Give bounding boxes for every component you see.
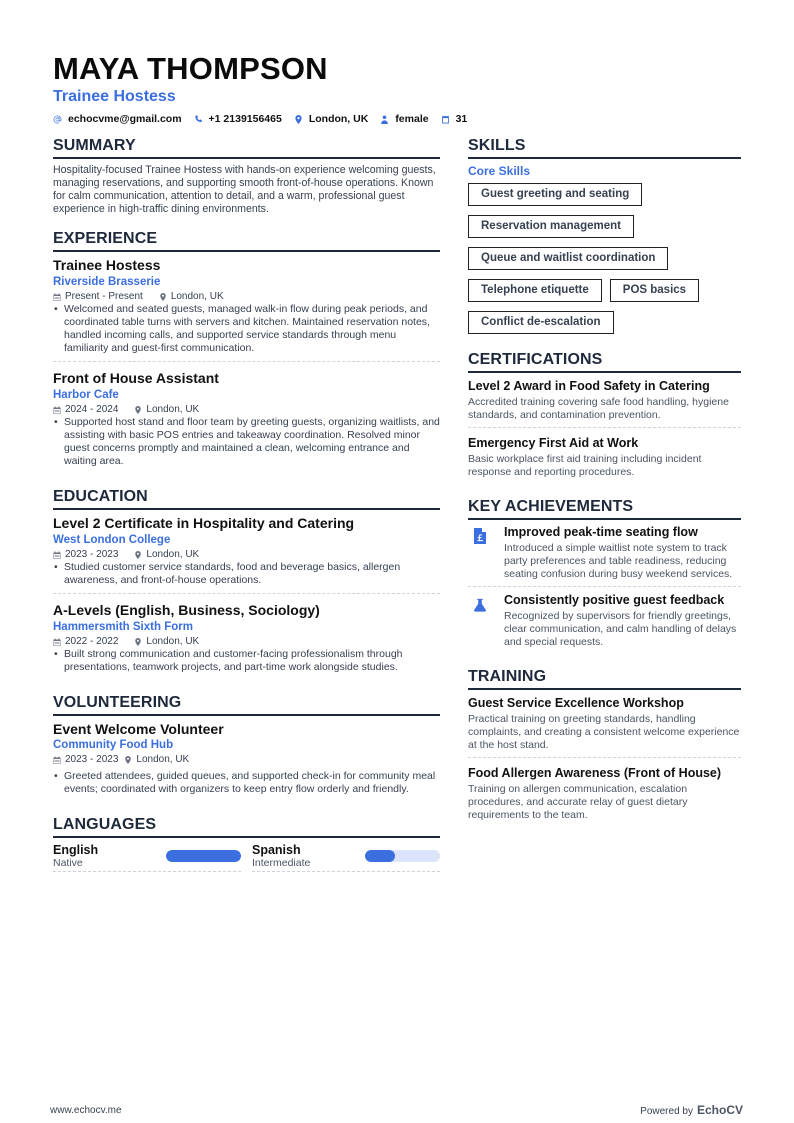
location-text: London, UK: [170, 291, 224, 302]
bullet-item: • Greeted attendees, guided queues, and supported check-in for community meal events; coordinated with organizers to keep entry flow orderly and friendly.: [53, 770, 440, 796]
degree-title: A-Levels (English, Business, Sociology): [53, 602, 320, 618]
language-item: [252, 843, 440, 872]
skill-tag: Guest greeting and seating: [468, 183, 642, 206]
proficiency-bar: [166, 850, 241, 862]
entry-location: [134, 635, 199, 648]
location-icon: [159, 293, 167, 301]
calendar-icon: [53, 293, 61, 301]
contact-phone-value: +1 2139156465: [208, 113, 282, 125]
contact-email[interactable]: [53, 113, 182, 125]
job-title: Trainee Hostess: [53, 257, 161, 273]
location-icon: [134, 406, 142, 414]
skill-tag: Telephone etiquette: [468, 279, 602, 302]
contact-location-value: London, UK: [308, 113, 369, 125]
achievement-body: [504, 525, 741, 581]
entry-meta: [53, 290, 440, 303]
summary-heading: SUMMARY: [53, 137, 440, 159]
achievement-body: [504, 593, 741, 649]
calendar-icon: [53, 551, 61, 559]
language-name: Spanish: [252, 843, 301, 857]
entry-bullets: [53, 648, 440, 674]
skill-tag: Reservation management: [468, 215, 634, 238]
skills-heading: SKILLS: [468, 137, 741, 159]
calendar-icon: [53, 406, 61, 414]
location-text: London, UK: [136, 754, 190, 765]
training-desc: Practical training on greeting standards, handling complaints, and creating a consistent welcome experience at the host stand.: [468, 713, 740, 751]
languages-list: [53, 843, 440, 872]
at-icon: [53, 115, 62, 124]
achievement-item: [468, 593, 741, 654]
achievement-title: Improved peak-time seating flow: [504, 525, 698, 539]
powered-by-label: Powered by: [640, 1106, 693, 1117]
resume-header: [53, 52, 479, 125]
organization: Community Food Hub: [53, 739, 174, 751]
skill-tags: [468, 183, 741, 334]
phone-icon: [194, 115, 203, 124]
skills-section: [468, 137, 741, 334]
entry-bullets: [53, 416, 440, 468]
dates-text: Present - Present: [65, 291, 143, 302]
certification-title: Level 2 Award in Food Safety in Catering: [468, 379, 710, 393]
employer: Harbor Cafe: [53, 389, 119, 401]
entry-dates: [53, 290, 143, 303]
certification-item: [468, 378, 741, 428]
bullet-item: • Welcomed and seated guests, managed walk-in flow during peak periods, and coordinated table turns with servers and kitchen. Maintained reservation notes, handled incoming calls, and supported service standards through menu familiarity and guest-first communication.: [53, 303, 440, 355]
calendar-icon: [441, 115, 450, 124]
entry-location: [134, 548, 199, 561]
contact-email-value: echocvme@gmail.com: [68, 113, 182, 125]
summary-text: Hospitality-focused Trainee Hostess with hands-on experience welcoming guests, managing reservations, and supporting smooth front-of-house operations. Known for calm communication, attention to detail, and a warm, professional guest experience in high-traffic dining environments.: [53, 164, 436, 215]
bullet-item: • Supported host stand and floor team by greeting guests, organizing waitlists, and assisting with basic POS entries and takeaway coordination. Resolved minor guest concerns promptly and maintained a clean, welcoming entrance and waiting area.: [53, 416, 440, 468]
calendar-icon: [53, 756, 61, 764]
languages-section: [53, 816, 440, 872]
bullet-item: • Studied customer service standards, food and beverage basics, allergen awareness, and front-of-house operations.: [53, 561, 440, 587]
certification-desc: Basic workplace first aid training including incident response and reporting procedures.: [468, 453, 702, 478]
entry-bullets: [53, 303, 440, 355]
entry-dates: [53, 548, 118, 561]
experience-heading: EXPERIENCE: [53, 230, 440, 252]
skill-tag: Conflict de-escalation: [468, 311, 614, 334]
training-item: [468, 765, 741, 827]
dates-text: 2023 - 2023: [65, 754, 119, 765]
footer-powered-by[interactable]: [640, 1103, 743, 1117]
certification-item: [468, 435, 741, 484]
proficiency-fill: [365, 850, 395, 862]
entry-dates: [53, 753, 118, 766]
role-title: Event Welcome Volunteer: [53, 721, 224, 737]
institution: Hammersmith Sixth Form: [53, 621, 193, 633]
entry-meta: [53, 548, 440, 561]
dates-text: 2024 - 2024: [65, 404, 119, 415]
education-heading: EDUCATION: [53, 488, 440, 510]
summary-section: [53, 137, 440, 216]
training-title: Food Allergen Awareness (Front of House): [468, 766, 722, 780]
achievements-section: [468, 498, 741, 654]
entry-bullets: [53, 770, 440, 796]
entry-dates: [53, 403, 118, 416]
certification-desc: Accredited training covering safe food handling, hygiene standards, and contamination prevention.: [468, 396, 729, 421]
languages-heading: LANGUAGES: [53, 816, 440, 838]
proficiency-bar: [365, 850, 440, 862]
contact-age: [441, 113, 468, 125]
brand-name: EchoCV: [696, 1103, 743, 1117]
proficiency-fill: [166, 850, 241, 862]
language-level: Native: [53, 857, 83, 869]
experience-entry: [53, 370, 440, 474]
achievement-icon-wrap: [468, 593, 504, 649]
achievements-heading: KEY ACHIEVEMENTS: [468, 498, 741, 520]
contact-location: [294, 113, 368, 125]
training-heading: TRAINING: [468, 668, 741, 690]
location-icon: [134, 551, 142, 559]
entry-location: [124, 753, 189, 766]
job-title: Front of House Assistant: [53, 370, 219, 386]
contact-bar: [53, 113, 479, 125]
entry-bullets: [53, 561, 440, 587]
location-text: London, UK: [146, 549, 200, 560]
contact-phone[interactable]: [194, 113, 282, 125]
entry-meta: [53, 635, 440, 648]
experience-section: [53, 230, 440, 474]
entry-location: [159, 290, 224, 303]
dates-text: 2022 - 2022: [65, 636, 119, 647]
certifications-section: [468, 351, 741, 484]
education-entry: [53, 515, 440, 594]
volunteering-entry: [53, 721, 440, 802]
contact-gender: [380, 113, 428, 125]
achievement-icon-wrap: [468, 525, 504, 581]
language-name: English: [53, 843, 99, 857]
training-title: Guest Service Excellence Workshop: [468, 696, 684, 710]
achievement-item: [468, 525, 741, 587]
entry-dates: [53, 635, 118, 648]
entry-meta: [53, 753, 440, 766]
language-item: [53, 843, 241, 872]
achievement-title: Consistently positive guest feedback: [504, 593, 725, 607]
volunteering-heading: VOLUNTEERING: [53, 694, 440, 716]
entry-location: [134, 403, 199, 416]
right-column: [468, 137, 741, 841]
institution: West London College: [53, 534, 171, 546]
education-entry: [53, 602, 440, 680]
footer-website[interactable]: www.echocv.me: [50, 1105, 122, 1116]
contact-age-value: 31: [455, 113, 468, 125]
volunteering-section: [53, 694, 440, 802]
location-icon: [124, 756, 132, 764]
employer: Riverside Brasserie: [53, 276, 161, 288]
skill-tag: Queue and waitlist coordination: [468, 247, 668, 270]
training-item: [468, 695, 741, 758]
skill-tag: POS basics: [610, 279, 699, 302]
candidate-title: Trainee Hostess: [53, 88, 176, 105]
bullet-item: • Built strong communication and customer-facing professionalism through presentations, teamwork projects, and part-time work alongside studies.: [53, 648, 440, 674]
dates-text: 2023 - 2023: [65, 549, 119, 560]
location-icon: [294, 115, 303, 124]
entry-meta: [53, 403, 440, 416]
left-column: [53, 137, 440, 886]
training-desc: Training on allergen communication, escalation procedures, and accurate relay of guest dietary requirements to the team.: [468, 783, 688, 821]
file-pound-icon: [473, 528, 487, 544]
candidate-name: MAYA THOMPSON: [53, 51, 328, 86]
certification-title: Emergency First Aid at Work: [468, 436, 639, 450]
training-section: [468, 668, 741, 827]
calendar-icon: [53, 638, 61, 646]
experience-entry: [53, 257, 440, 362]
person-icon: [380, 115, 389, 124]
location-text: London, UK: [146, 404, 200, 415]
achievement-desc: Introduced a simple waitlist note system to track party preferences and table readiness, reducing seating confusion during busy weekend services.: [504, 542, 733, 580]
contact-gender-value: female: [395, 113, 429, 125]
education-section: [53, 488, 440, 680]
skill-group-label: Core Skills: [468, 164, 531, 178]
certifications-heading: CERTIFICATIONS: [468, 351, 741, 373]
degree-title: Level 2 Certificate in Hospitality and Catering: [53, 515, 355, 531]
flask-icon: [473, 597, 487, 613]
language-level: Intermediate: [252, 857, 311, 869]
location-icon: [134, 638, 142, 646]
location-text: London, UK: [146, 636, 200, 647]
achievement-desc: Recognized by supervisors for friendly greetings, clear communication, and calm handling of delays and special requests.: [504, 610, 737, 648]
